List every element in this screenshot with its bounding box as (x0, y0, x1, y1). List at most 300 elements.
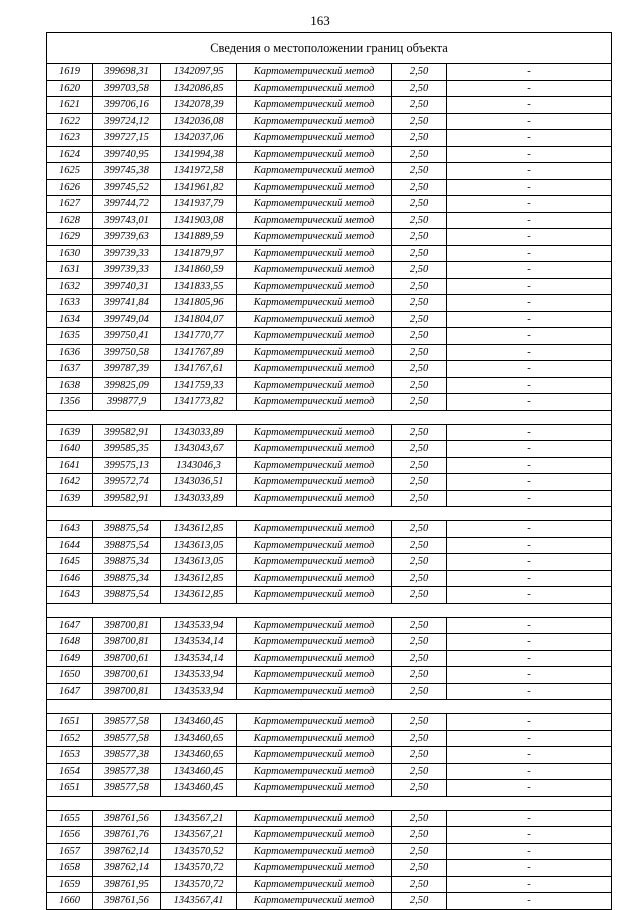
table-row (47, 844, 611, 861)
note-cell: - (527, 99, 531, 110)
point-number-cell: 1623 (47, 130, 93, 146)
table-row (47, 860, 611, 877)
table-row (47, 262, 611, 279)
method-cell: Картометрический метод (237, 893, 392, 909)
y-coordinate-cell: 1341961,82 (161, 180, 237, 196)
table-row (47, 229, 611, 246)
y-coordinate-cell: 1343533,94 (161, 618, 237, 634)
table-row (47, 279, 611, 296)
method-cell: Картометрический метод (237, 378, 392, 394)
x-coordinate-cell: 398875,34 (93, 554, 161, 570)
y-coordinate-cell: 1341833,55 (161, 279, 237, 295)
point-number-cell: 1637 (47, 361, 93, 377)
note-cell: - (527, 396, 531, 407)
point-number-cell: 1629 (47, 229, 93, 245)
method-cell: Картометрический метод (237, 811, 392, 827)
method-cell: Картометрический метод (237, 651, 392, 667)
point-number-cell: 1656 (47, 827, 93, 843)
table-row (47, 827, 611, 844)
note-cell: - (527, 829, 531, 840)
table-row (47, 521, 611, 538)
x-coordinate-cell: 398761,95 (93, 877, 161, 893)
accuracy-cell: 2,50 (392, 634, 447, 650)
point-number-cell: 1643 (47, 521, 93, 537)
point-number-cell: 1655 (47, 811, 93, 827)
method-cell: Картометрический метод (237, 213, 392, 229)
method-cell: Картометрический метод (237, 458, 392, 474)
y-coordinate-cell: 1341767,89 (161, 345, 237, 361)
y-coordinate-cell: 1341860,59 (161, 262, 237, 278)
y-coordinate-cell: 1341889,59 (161, 229, 237, 245)
point-number-cell: 1657 (47, 844, 93, 860)
x-coordinate-cell: 399706,16 (93, 97, 161, 113)
method-cell: Картометрический метод (237, 229, 392, 245)
table-row (47, 196, 611, 213)
method-cell: Картометрический метод (237, 554, 392, 570)
note-cell: - (527, 214, 531, 226)
method-cell: Картометрический метод (237, 130, 392, 146)
note-cell: - (527, 264, 531, 275)
y-coordinate-cell: 1343567,21 (161, 827, 237, 843)
table-row (47, 246, 611, 263)
table-body (47, 64, 611, 909)
y-coordinate-cell: 1341759,33 (161, 378, 237, 394)
table-row (47, 714, 611, 731)
y-coordinate-cell: 1341805,96 (161, 295, 237, 311)
note-cell: - (527, 363, 531, 374)
x-coordinate-cell: 399750,58 (93, 345, 161, 361)
x-coordinate-cell: 398700,61 (93, 651, 161, 667)
table-row (47, 811, 611, 828)
table-row (47, 458, 611, 475)
accuracy-cell: 2,50 (392, 378, 447, 394)
table-row (47, 667, 611, 684)
accuracy-cell: 2,50 (392, 163, 447, 179)
y-coordinate-cell: 1343460,45 (161, 714, 237, 730)
note-cell: - (527, 765, 531, 777)
table-row (47, 877, 611, 894)
x-coordinate-cell: 398577,58 (93, 780, 161, 796)
accuracy-cell: 2,50 (392, 618, 447, 634)
y-coordinate-cell: 1342086,85 (161, 81, 237, 97)
point-number-cell: 1658 (47, 860, 93, 876)
group-separator-row (47, 797, 611, 811)
point-number-cell: 1640 (47, 441, 93, 457)
note-cell: - (527, 379, 531, 391)
accuracy-cell: 2,50 (392, 474, 447, 490)
note-cell: - (527, 636, 531, 647)
y-coordinate-cell: 1343612,85 (161, 571, 237, 587)
x-coordinate-cell: 399787,39 (93, 361, 161, 377)
table-row (47, 651, 611, 668)
note-cell: - (527, 572, 531, 584)
point-number-cell: 1639 (47, 425, 93, 441)
accuracy-cell: 2,50 (392, 893, 447, 909)
x-coordinate-cell: 399575,13 (93, 458, 161, 474)
y-coordinate-cell: 1341972,58 (161, 163, 237, 179)
note-cell: - (527, 165, 531, 176)
accuracy-cell: 2,50 (392, 458, 447, 474)
x-coordinate-cell: 398761,76 (93, 827, 161, 843)
method-cell: Картометрический метод (237, 667, 392, 683)
accuracy-cell: 2,50 (392, 81, 447, 97)
method-cell: Картометрический метод (237, 731, 392, 747)
point-number-cell: 1645 (47, 554, 93, 570)
table-row (47, 328, 611, 345)
accuracy-cell: 2,50 (392, 312, 447, 328)
x-coordinate-cell: 399572,74 (93, 474, 161, 490)
method-cell: Картометрический метод (237, 684, 392, 700)
point-number-cell: 1633 (47, 295, 93, 311)
note-cell: - (527, 297, 531, 308)
point-number-cell: 1660 (47, 893, 93, 909)
x-coordinate-cell: 399585,35 (93, 441, 161, 457)
point-number-cell: 1648 (47, 634, 93, 650)
y-coordinate-cell: 1343033,89 (161, 425, 237, 441)
point-number-cell: 1626 (47, 180, 93, 196)
method-cell: Картометрический метод (237, 97, 392, 113)
x-coordinate-cell: 398762,14 (93, 844, 161, 860)
x-coordinate-cell: 399749,04 (93, 312, 161, 328)
note-cell: - (527, 895, 531, 906)
y-coordinate-cell: 1343033,89 (161, 491, 237, 507)
method-cell: Картометрический метод (237, 844, 392, 860)
accuracy-cell: 2,50 (392, 667, 447, 683)
accuracy-cell: 2,50 (392, 246, 447, 262)
table-row (47, 893, 611, 909)
y-coordinate-cell: 1343036,51 (161, 474, 237, 490)
y-coordinate-cell: 1343570,72 (161, 860, 237, 876)
note-cell: - (527, 669, 531, 680)
point-number-cell: 1653 (47, 747, 93, 763)
point-number-cell: 1621 (47, 97, 93, 113)
accuracy-cell: 2,50 (392, 196, 447, 212)
note-cell: - (527, 346, 531, 358)
method-cell: Картометрический метод (237, 587, 392, 603)
x-coordinate-cell: 399750,41 (93, 328, 161, 344)
table-row (47, 684, 611, 701)
note-cell: - (527, 556, 531, 567)
table-row (47, 731, 611, 748)
note-cell: - (527, 115, 531, 127)
y-coordinate-cell: 1343567,21 (161, 811, 237, 827)
x-coordinate-cell: 398577,58 (93, 731, 161, 747)
accuracy-cell: 2,50 (392, 97, 447, 113)
table-row (47, 425, 611, 442)
method-cell: Картометрический метод (237, 147, 392, 163)
x-coordinate-cell: 398577,38 (93, 747, 161, 763)
y-coordinate-cell: 1341767,61 (161, 361, 237, 377)
method-cell: Картометрический метод (237, 114, 392, 130)
note-cell: - (527, 589, 531, 600)
note-cell: - (527, 459, 531, 471)
method-cell: Картометрический метод (237, 361, 392, 377)
note-cell: - (527, 782, 531, 793)
point-number-cell: 1634 (47, 312, 93, 328)
y-coordinate-cell: 1343460,45 (161, 780, 237, 796)
method-cell: Картометрический метод (237, 571, 392, 587)
point-number-cell: 1628 (47, 213, 93, 229)
accuracy-cell: 2,50 (392, 147, 447, 163)
x-coordinate-cell: 399825,09 (93, 378, 161, 394)
method-cell: Картометрический метод (237, 180, 392, 196)
method-cell: Картометрический метод (237, 860, 392, 876)
note-cell: - (527, 198, 531, 209)
table-row (47, 394, 611, 411)
point-number-cell: 1620 (47, 81, 93, 97)
point-number-cell: 1650 (47, 667, 93, 683)
y-coordinate-cell: 1343570,72 (161, 877, 237, 893)
point-number-cell: 1631 (47, 262, 93, 278)
x-coordinate-cell: 398577,38 (93, 764, 161, 780)
accuracy-cell: 2,50 (392, 827, 447, 843)
table-row (47, 634, 611, 651)
x-coordinate-cell: 399745,52 (93, 180, 161, 196)
method-cell: Картометрический метод (237, 246, 392, 262)
method-cell: Картометрический метод (237, 345, 392, 361)
note-cell: - (527, 862, 531, 873)
accuracy-cell: 2,50 (392, 64, 447, 80)
method-cell: Картометрический метод (237, 328, 392, 344)
accuracy-cell: 2,50 (392, 130, 447, 146)
note-cell: - (527, 313, 531, 325)
x-coordinate-cell: 399739,33 (93, 246, 161, 262)
point-number-cell: 1356 (47, 394, 93, 410)
accuracy-cell: 2,50 (392, 114, 447, 130)
table-row (47, 295, 611, 312)
point-number-cell: 1635 (47, 328, 93, 344)
method-cell: Картометрический метод (237, 474, 392, 490)
x-coordinate-cell: 399698,31 (93, 64, 161, 80)
method-cell: Картометрический метод (237, 827, 392, 843)
point-number-cell: 1643 (47, 587, 93, 603)
x-coordinate-cell: 399743,01 (93, 213, 161, 229)
x-coordinate-cell: 399740,31 (93, 279, 161, 295)
point-number-cell: 1659 (47, 877, 93, 893)
x-coordinate-cell: 399877,9 (93, 394, 161, 410)
note-cell: - (527, 330, 531, 341)
y-coordinate-cell: 1342036,08 (161, 114, 237, 130)
table-row (47, 780, 611, 797)
point-number-cell: 1627 (47, 196, 93, 212)
point-number-cell: 1622 (47, 114, 93, 130)
accuracy-cell: 2,50 (392, 554, 447, 570)
table-row (47, 114, 611, 131)
group-separator-row (47, 604, 611, 618)
x-coordinate-cell: 398875,54 (93, 521, 161, 537)
x-coordinate-cell: 399724,12 (93, 114, 161, 130)
y-coordinate-cell: 1343534,14 (161, 634, 237, 650)
accuracy-cell: 2,50 (392, 811, 447, 827)
y-coordinate-cell: 1341770,77 (161, 328, 237, 344)
note-cell: - (527, 539, 531, 551)
point-number-cell: 1646 (47, 571, 93, 587)
accuracy-cell: 2,50 (392, 441, 447, 457)
table-row (47, 312, 611, 329)
x-coordinate-cell: 398700,81 (93, 618, 161, 634)
method-cell: Картометрический метод (237, 538, 392, 554)
y-coordinate-cell: 1341773,82 (161, 394, 237, 410)
note-cell: - (527, 476, 531, 487)
accuracy-cell: 2,50 (392, 651, 447, 667)
method-cell: Картометрический метод (237, 764, 392, 780)
method-cell: Картометрический метод (237, 618, 392, 634)
y-coordinate-cell: 1341903,08 (161, 213, 237, 229)
x-coordinate-cell: 399741,84 (93, 295, 161, 311)
x-coordinate-cell: 399744,72 (93, 196, 161, 212)
y-coordinate-cell: 1343612,85 (161, 521, 237, 537)
accuracy-cell: 2,50 (392, 587, 447, 603)
accuracy-cell: 2,50 (392, 279, 447, 295)
accuracy-cell: 2,50 (392, 394, 447, 410)
table-row (47, 554, 611, 571)
table-row (47, 747, 611, 764)
note-cell: - (527, 443, 531, 454)
x-coordinate-cell: 399727,15 (93, 130, 161, 146)
table-row (47, 147, 611, 164)
point-number-cell: 1619 (47, 64, 93, 80)
table-row (47, 345, 611, 362)
y-coordinate-cell: 1343460,65 (161, 747, 237, 763)
method-cell: Картометрический метод (237, 262, 392, 278)
x-coordinate-cell: 398577,58 (93, 714, 161, 730)
point-number-cell: 1654 (47, 764, 93, 780)
note-cell: - (527, 749, 531, 760)
y-coordinate-cell: 1342097,95 (161, 64, 237, 80)
point-number-cell: 1651 (47, 780, 93, 796)
note-cell: - (527, 652, 531, 664)
method-cell: Картометрический метод (237, 747, 392, 763)
method-cell: Картометрический метод (237, 163, 392, 179)
boundary-table (46, 32, 612, 910)
accuracy-cell: 2,50 (392, 860, 447, 876)
point-number-cell: 1624 (47, 147, 93, 163)
note-cell: - (527, 845, 531, 857)
accuracy-cell: 2,50 (392, 877, 447, 893)
y-coordinate-cell: 1343533,94 (161, 667, 237, 683)
table-row (47, 163, 611, 180)
note-cell: - (527, 181, 531, 193)
y-coordinate-cell: 1341804,07 (161, 312, 237, 328)
table-row (47, 538, 611, 555)
method-cell: Картометрический метод (237, 714, 392, 730)
method-cell: Картометрический метод (237, 441, 392, 457)
x-coordinate-cell: 399740,95 (93, 147, 161, 163)
accuracy-cell: 2,50 (392, 345, 447, 361)
x-coordinate-cell: 398875,54 (93, 587, 161, 603)
point-number-cell: 1652 (47, 731, 93, 747)
y-coordinate-cell: 1342037,06 (161, 130, 237, 146)
accuracy-cell: 2,50 (392, 229, 447, 245)
y-coordinate-cell: 1341879,97 (161, 246, 237, 262)
table-row (47, 764, 611, 781)
y-coordinate-cell: 1343570,52 (161, 844, 237, 860)
x-coordinate-cell: 399739,33 (93, 262, 161, 278)
note-cell: - (527, 523, 531, 534)
note-cell: - (527, 685, 531, 697)
note-cell: - (527, 426, 531, 438)
method-cell: Картометрический метод (237, 312, 392, 328)
accuracy-cell: 2,50 (392, 295, 447, 311)
accuracy-cell: 2,50 (392, 361, 447, 377)
note-cell: - (527, 878, 531, 890)
method-cell: Картометрический метод (237, 491, 392, 507)
note-cell: - (527, 148, 531, 160)
table-row (47, 587, 611, 604)
y-coordinate-cell: 1343567,41 (161, 893, 237, 909)
method-cell: Картометрический метод (237, 295, 392, 311)
y-coordinate-cell: 1343613,05 (161, 554, 237, 570)
y-coordinate-cell: 1342078,39 (161, 97, 237, 113)
accuracy-cell: 2,50 (392, 180, 447, 196)
note-cell: - (527, 82, 531, 94)
x-coordinate-cell: 398700,61 (93, 667, 161, 683)
note-cell: - (527, 732, 531, 744)
method-cell: Картометрический метод (237, 394, 392, 410)
accuracy-cell: 2,50 (392, 764, 447, 780)
note-cell: - (527, 66, 531, 77)
note-cell: - (527, 812, 531, 824)
note-cell: - (527, 247, 531, 259)
x-coordinate-cell: 399745,38 (93, 163, 161, 179)
point-number-cell: 1641 (47, 458, 93, 474)
y-coordinate-cell: 1343046,3 (161, 458, 237, 474)
y-coordinate-cell: 1343460,45 (161, 764, 237, 780)
x-coordinate-cell: 399703,58 (93, 81, 161, 97)
table-row (47, 441, 611, 458)
note-cell: - (527, 231, 531, 242)
accuracy-cell: 2,50 (392, 521, 447, 537)
accuracy-cell: 2,50 (392, 425, 447, 441)
note-cell: - (527, 619, 531, 631)
note-cell: - (527, 716, 531, 727)
accuracy-cell: 2,50 (392, 213, 447, 229)
group-separator-row (47, 700, 611, 714)
point-number-cell: 1651 (47, 714, 93, 730)
point-number-cell: 1647 (47, 618, 93, 634)
accuracy-cell: 2,50 (392, 684, 447, 700)
method-cell: Картометрический метод (237, 877, 392, 893)
point-number-cell: 1639 (47, 491, 93, 507)
accuracy-cell: 2,50 (392, 714, 447, 730)
group-separator-row (47, 411, 611, 425)
table-row (47, 474, 611, 491)
y-coordinate-cell: 1341994,38 (161, 147, 237, 163)
x-coordinate-cell: 399582,91 (93, 491, 161, 507)
method-cell: Картометрический метод (237, 81, 392, 97)
table-row (47, 130, 611, 147)
y-coordinate-cell: 1343043,67 (161, 441, 237, 457)
method-cell: Картометрический метод (237, 425, 392, 441)
x-coordinate-cell: 398761,56 (93, 893, 161, 909)
accuracy-cell: 2,50 (392, 571, 447, 587)
y-coordinate-cell: 1343612,85 (161, 587, 237, 603)
table-row (47, 491, 611, 508)
table-title: Сведения о местоположении границ объекта (47, 33, 611, 64)
point-number-cell: 1632 (47, 279, 93, 295)
y-coordinate-cell: 1343533,94 (161, 684, 237, 700)
table-row (47, 180, 611, 197)
point-number-cell: 1638 (47, 378, 93, 394)
point-number-cell: 1630 (47, 246, 93, 262)
page-number: 163 (310, 13, 330, 28)
method-cell: Картометрический метод (237, 780, 392, 796)
y-coordinate-cell: 1341937,79 (161, 196, 237, 212)
point-number-cell: 1636 (47, 345, 93, 361)
table-row (47, 64, 611, 81)
table-row (47, 571, 611, 588)
x-coordinate-cell: 398700,81 (93, 634, 161, 650)
